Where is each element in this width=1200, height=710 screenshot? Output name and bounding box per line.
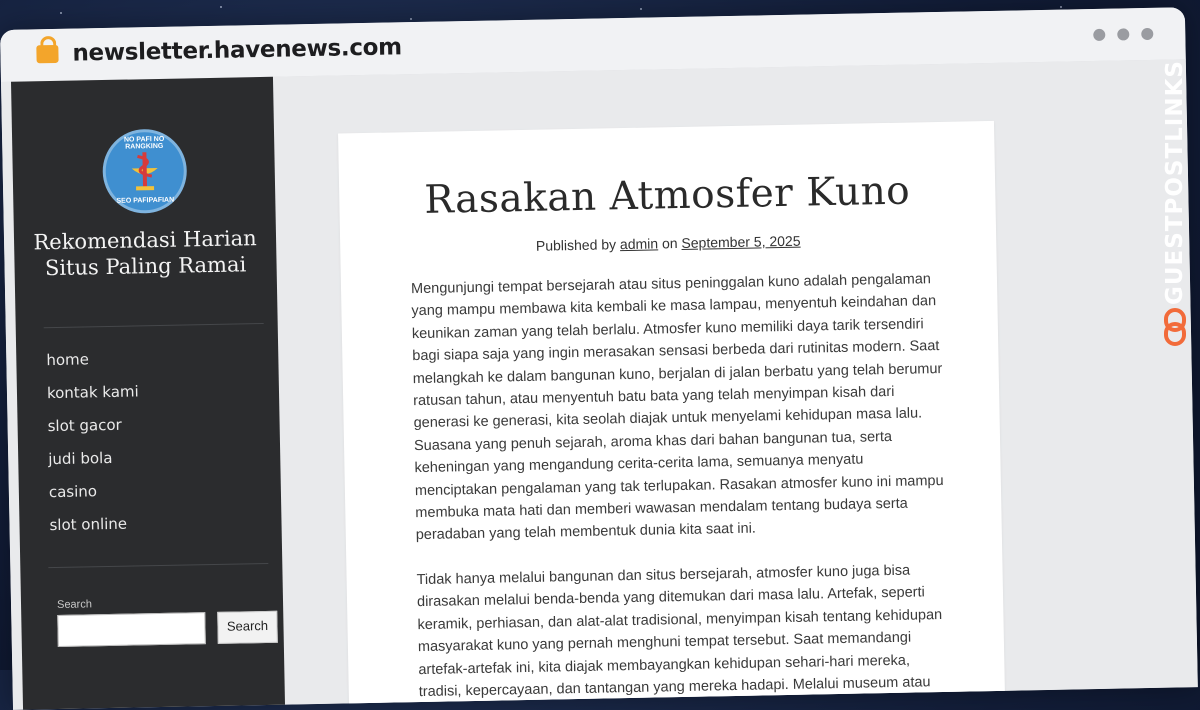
logo-top-text: NO PAFI NO RANGKING (123, 135, 165, 151)
nav-item-slot-online[interactable]: slot online (49, 514, 128, 535)
link-chain-icon (1164, 308, 1186, 346)
caduceus-icon (123, 146, 166, 195)
search-input[interactable] (57, 612, 206, 647)
article-body (411, 268, 949, 710)
sidebar-divider (44, 323, 264, 328)
search-button[interactable]: Search (217, 611, 278, 644)
article-title: Rasakan Atmosfer Kuno (423, 168, 911, 223)
url-text[interactable]: newsletter.havenews.com (72, 34, 403, 67)
author-link[interactable]: admin (619, 235, 659, 253)
article-paragraph: Mengunjungi tempat bersejarah atau situs peninggalan kuno adalah pengalaman yang mampu membawa kita kembali ke masa lampau, menyentuh keindahan dan keunikan zaman yang telah berlalu. Atmosfer kuno memiliki daya tarik tersendiri bagi siapa saja yang ingin merasakan sensasi berbeda dari rutinitas modern. Saat melangkah ke dalam bangunan kuno, berjalan di jalan berbatu yang telah berumur ratusan tahun, atau menyentuh batu bata yang telah menyimpan kisah dari generasi ke generasi, kita seolah diajak untuk menyelami kehidupan masa lalu. Suasana yang penuh sejarah, aroma khas dari bahan bangunan tua, serta keheningan yang mengandung cerita-cerita lama, semuanya menyatu menciptakan pengalaman yang tak terlupakan. Rasakan atmosfer kuno ini mampu membuka mata hati dan memberi wawasan mendalam tentang budaya serta peradaban yang telah membentuk dunia kita saat ini. (410, 271, 944, 544)
nav-item-judi-bola[interactable]: judi bola (48, 448, 113, 469)
nav-item-home[interactable]: home (46, 350, 90, 370)
page-content (1, 59, 1198, 710)
site-logo[interactable] (102, 128, 188, 214)
nav-item-casino[interactable]: casino (48, 482, 98, 502)
lock-icon (36, 45, 58, 63)
nav-item-kontak-kami[interactable]: kontak kami (46, 382, 139, 403)
nav-item-slot-gacor[interactable]: slot gacor (47, 415, 122, 436)
meta-prefix: Published by (535, 236, 617, 254)
sidebar-nav (46, 349, 142, 549)
site-title[interactable]: Rekomendasi Harian Situs Paling Ramai (33, 226, 257, 281)
logo-bottom-text: SEO PAFIPAFIAN (116, 196, 175, 205)
meta-mid: on (661, 235, 678, 252)
sidebar (11, 77, 285, 710)
watermark-text: GUESTPOSTLINKS (1162, 60, 1188, 306)
article-card (338, 121, 1005, 710)
sidebar-divider (48, 563, 268, 568)
date-link[interactable]: September 5, 2025 (681, 232, 801, 251)
window-menu-dots-icon[interactable] (1093, 28, 1153, 41)
article-meta (340, 229, 996, 258)
article-paragraph: Tidak hanya melalui bangunan dan situs bersejarah, atmosfer kuno juga bisa dirasakan melalui benda-benda yang ditemukan dari masa lalu. Artefak, seperti keramik, perhiasan, dan alat-alat tradisional, menyimpan kisah tentang kehidupan masyarakat kuno yang pernah menghuni tempat tersebut. Saat memandangi artefak-artefak ini, kita diajak membayangkan kehidupan sehari-hari mereka, tradisi, kepercayaan, dan tantangan yang mereka hadapi. Melalui museum atau (416, 562, 943, 700)
search-label: Search (56, 598, 93, 612)
browser-window (0, 7, 1198, 710)
